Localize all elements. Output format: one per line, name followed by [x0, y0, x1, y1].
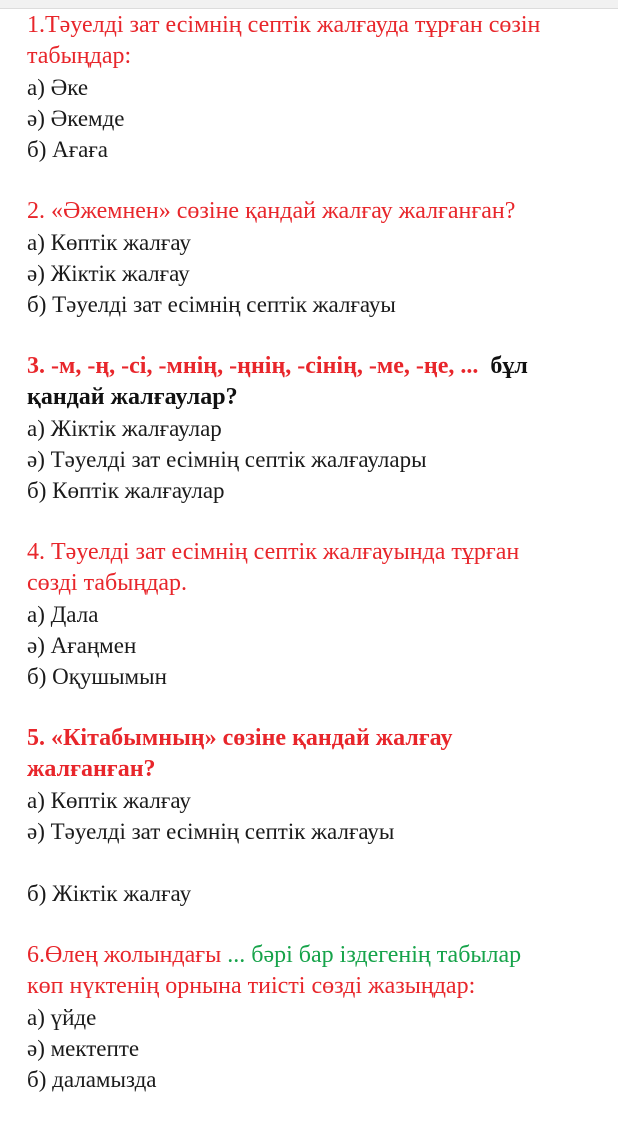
question-3-option-a: а) Жіктік жалғаулар	[27, 416, 222, 441]
question-2-option-a: а) Көптік жалғау	[27, 230, 191, 255]
question-3-option-b: б) Көптік жалғаулар	[27, 478, 225, 503]
question-3-title-line-1	[27, 351, 607, 382]
spacer	[27, 165, 607, 196]
question-6-option-ae: ә) мектепте	[27, 1036, 140, 1061]
question-2-option-ae: ә) Жіктік жалғау	[27, 261, 190, 286]
question-5-option-a: а) Көптік жалғау	[27, 788, 191, 813]
question-4	[27, 537, 607, 692]
question-2-title: 2. «Әжемнен» сөзіне қандай жалғау жалғанған?	[27, 198, 516, 224]
question-6-title-red: 6.Өлең жолындағы	[27, 942, 222, 968]
question-2-option-b: б) Тәуелді зат есімнің септік жалғауы	[27, 292, 396, 317]
spacer	[27, 692, 607, 723]
spacer	[27, 320, 607, 351]
question-1	[27, 10, 607, 165]
spacer	[27, 847, 607, 878]
question-3-title-line-2	[27, 382, 607, 413]
question-4-title-line-1: 4. Тәуелді зат есімнің септік жалғауында тұрған	[27, 539, 520, 565]
question-3-suffix-list: 3. -м, -ң, -сі, -мнің, -ңнің, -сінің, -ме, -ңе, ...	[27, 353, 479, 379]
spacer	[27, 909, 607, 940]
question-4-title-line-2: сөзді табыңдар.	[27, 570, 188, 596]
question-4-option-ae: ә) Ағаңмен	[27, 633, 137, 658]
question-1-title-line-2: табыңдар:	[27, 43, 132, 69]
question-5-title-line-2: жалғанған?	[27, 756, 156, 782]
top-toolbar-strip	[0, 0, 618, 9]
question-5	[27, 723, 607, 909]
question-3-option-ae: ә) Тәуелді зат есімнің септік жалғаулары	[27, 447, 427, 472]
question-5-option-ae: ә) Тәуелді зат есімнің септік жалғауы	[27, 819, 395, 844]
question-4-option-b: б) Оқушымын	[27, 664, 167, 689]
quiz-document	[27, 10, 607, 1095]
question-6-poem-line: ... бәрі бар іздегенің табылар	[227, 942, 522, 968]
question-3	[27, 351, 607, 506]
question-6-option-a: а) үйде	[27, 1005, 97, 1030]
question-6	[27, 940, 607, 1095]
question-1-title-line-1: 1.Тәуелді зат есімнің септік жалғауда тұрған сөзін	[27, 12, 541, 38]
question-3-title-black-2: қандай жалғаулар?	[27, 384, 238, 410]
question-6-title-line-2: көп нүктенің орнына тиісті сөзді жазыңдар:	[27, 973, 476, 999]
question-6-option-b: б) даламызда	[27, 1067, 157, 1092]
question-3-title-black: бұл	[490, 353, 528, 379]
question-6-title-line-1	[27, 940, 607, 971]
question-1-option-a: а) Әке	[27, 75, 89, 100]
question-1-option-ae: ә) Әкемде	[27, 106, 125, 131]
question-2	[27, 196, 607, 320]
question-1-option-b: б) Ағаға	[27, 137, 109, 162]
question-5-title-line-1: 5. «Кітабымның» сөзіне қандай жалғау	[27, 725, 453, 751]
spacer	[27, 506, 607, 537]
question-5-option-b: б) Жіктік жалғау	[27, 881, 192, 906]
question-4-option-a: а) Дала	[27, 602, 99, 627]
